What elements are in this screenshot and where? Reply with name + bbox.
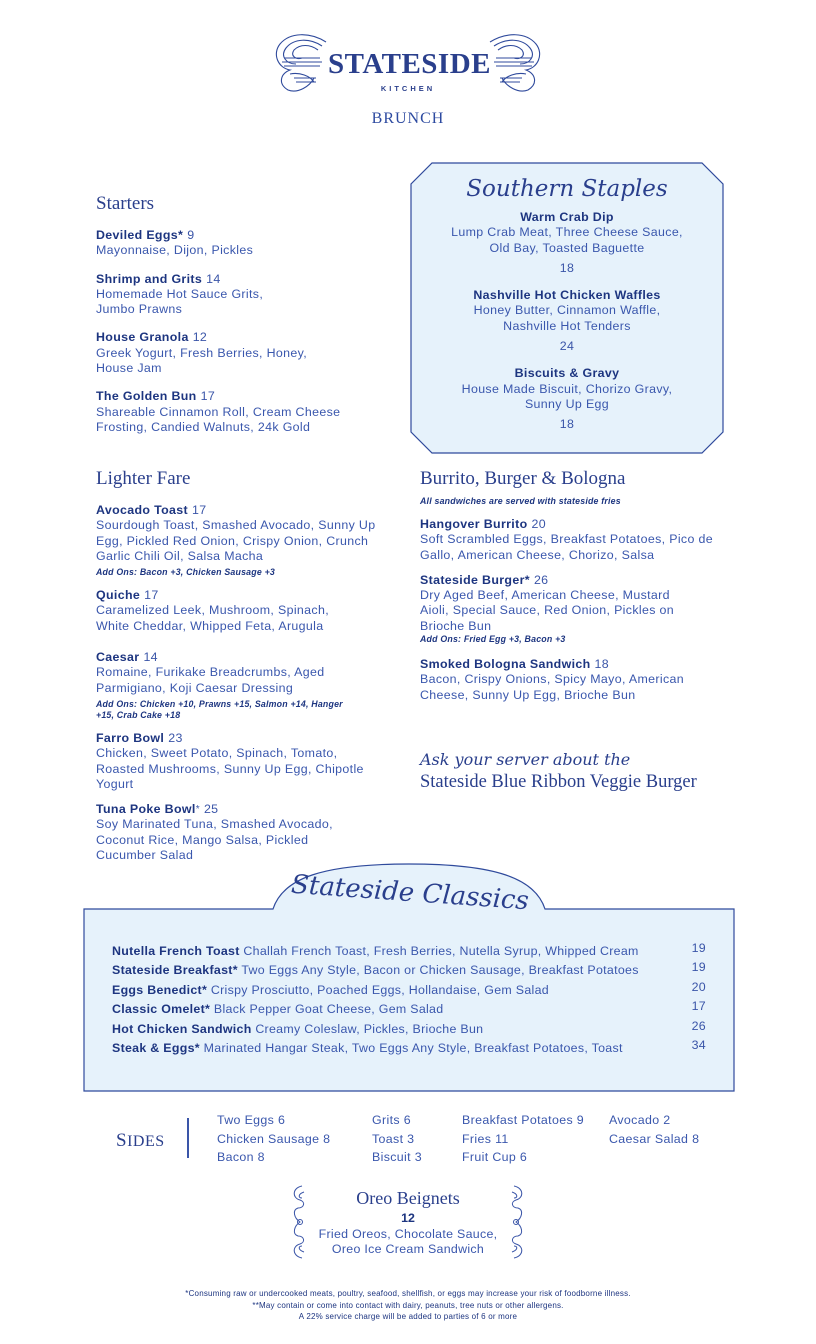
sides-column <box>609 1111 699 1148</box>
menu-item <box>420 517 730 563</box>
sides-divider <box>187 1118 189 1158</box>
item-addons: Add Ons: Chicken +10, Prawns +15, Salmon +14, Hanger +15, Crab Cake +18 <box>96 698 343 720</box>
oreo-title: Oreo Beignets <box>356 1188 460 1208</box>
item-name: Hot Chicken Sandwich <box>112 1021 252 1036</box>
menu-item <box>420 573 730 645</box>
oreo-price: 12 <box>401 1211 415 1225</box>
item-description: Bacon, Crispy Onions, Spicy Mayo, American Cheese, Sunny Up Egg, Brioche Bun <box>420 672 684 702</box>
item-description: Honey Butter, Cinnamon Waffle, Nashville Hot Tenders <box>473 303 661 333</box>
item-price: 26 <box>691 1018 706 1033</box>
starters-section <box>96 193 396 435</box>
menu-item <box>96 588 402 634</box>
item-price: 19 <box>691 960 706 975</box>
item-description: Romaine, Furikake Breadcrumbs, Aged Parmigiano, Koji Caesar Dressing <box>96 665 325 695</box>
classics-section <box>112 941 706 1060</box>
menu-item <box>96 650 402 721</box>
item-price: 17 <box>144 588 159 603</box>
item-name: Biscuits & Gravy <box>514 366 620 381</box>
side-item: Toast 3 <box>372 1131 415 1146</box>
item-description: Lump Crab Meat, Three Cheese Sauce, Old Bay, Toasted Baguette <box>451 225 683 255</box>
oreo-description-line1: Fried Oreos, Chocolate Sauce, <box>318 1227 498 1241</box>
menu-item <box>96 802 402 863</box>
item-price: 18 <box>559 260 575 275</box>
item-price: 14 <box>206 271 221 286</box>
menu-item <box>112 1018 706 1041</box>
item-name: Tuna Poke Bowl <box>96 802 196 817</box>
item-description: Caramelized Leek, Mushroom, Spinach, White Cheddar, Whipped Feta, Arugula <box>96 603 329 633</box>
sides-column <box>462 1111 584 1167</box>
menu-item <box>96 228 396 259</box>
item-price: 34 <box>691 1037 706 1052</box>
item-name-mark: * <box>195 804 200 816</box>
item-price: 17 <box>192 503 207 517</box>
side-item: Biscuit 3 <box>372 1150 422 1164</box>
menu-item <box>96 389 396 435</box>
item-name: Classic Omelet* <box>112 1002 211 1017</box>
item-name: Quiche <box>96 588 141 603</box>
lighter-fare-title: Lighter Fare <box>96 468 191 489</box>
item-price: 18 <box>594 657 610 672</box>
menu-item <box>112 960 706 982</box>
item-name: Steak & Eggs* <box>112 1040 200 1055</box>
item-description: Creamy Coleslaw, Pickles, Brioche Bun <box>255 1021 484 1036</box>
item-description: Greek Yogurt, Fresh Berries, Honey, House Jam <box>96 345 308 376</box>
callout-line2: Stateside Blue Ribbon Veggie Burger <box>420 772 697 792</box>
item-price: 20 <box>531 517 546 531</box>
menu-item <box>410 210 724 276</box>
side-item: Breakfast Potatoes 9 <box>462 1113 585 1127</box>
item-name: Warm Crab Dip <box>520 210 614 224</box>
item-price: 14 <box>143 650 158 665</box>
item-description: Mayonnaise, Dijon, Pickles <box>96 243 254 258</box>
item-name: Smoked Bologna Sandwich <box>420 657 591 672</box>
menu-name: BRUNCH <box>371 110 445 127</box>
menu-item <box>112 979 706 1002</box>
item-description: House Made Biscuit, Chorizo Gravy, Sunny Up Egg <box>461 381 673 411</box>
side-item: Fruit Cup 6 <box>462 1150 528 1164</box>
item-name: Hangover Burrito <box>420 517 528 531</box>
item-description: Chicken, Sweet Potato, Spinach, Tomato, Roasted Mushrooms, Sunny Up Egg, Chipotle Yogurt <box>96 746 364 791</box>
callout-line1: Ask your server about the <box>420 750 631 769</box>
logo-title: STATESIDE <box>328 48 491 80</box>
item-description: Black Pepper Goat Cheese, Gem Salad <box>213 1002 444 1017</box>
logo-subtitle: KITCHEN <box>380 84 436 93</box>
footer-line: **May contain or come into contact with dairy, peanuts, tree nuts or other allergens. <box>252 1300 564 1310</box>
menu-item <box>96 272 396 318</box>
sides-title-initial: S <box>116 1130 128 1151</box>
item-price: 12 <box>192 330 208 345</box>
sides-column <box>372 1111 422 1167</box>
menu-item <box>96 330 396 376</box>
oreo-beignets-section <box>300 1188 516 1257</box>
menu-item <box>112 941 706 963</box>
item-name: Stateside Breakfast* <box>112 963 238 978</box>
side-item: Two Eggs 6 <box>217 1113 286 1127</box>
item-name: Farro Bowl <box>96 730 165 745</box>
item-name: Caesar <box>96 650 140 665</box>
item-price: 23 <box>168 730 183 745</box>
item-description: Sourdough Toast, Smashed Avocado, Sunny Up Egg, Pickled Red Onion, Crispy Onion, Crunch Garlic Chili Oil, Salsa Macha <box>96 518 376 563</box>
side-item: Bacon 8 <box>217 1150 265 1164</box>
sides-title-rest: IDES <box>127 1133 165 1150</box>
item-description: Challah French Toast, Fresh Berries, Nutella Syrup, Whipped Cream <box>243 944 639 958</box>
starters-title: Starters <box>96 193 155 214</box>
item-description: Marinated Hangar Steak, Two Eggs Any Style, Breakfast Potatoes, Toast <box>203 1040 623 1055</box>
item-price: 18 <box>559 417 575 432</box>
item-name: Deviled Eggs* <box>96 228 184 242</box>
item-description: Crispy Prosciutto, Poached Eggs, Hollandaise, Gem Salad <box>210 982 549 997</box>
menu-item <box>96 731 402 792</box>
item-description: Dry Aged Beef, American Cheese, Mustard Aioli, Special Sauce, Red Onion, Pickles on Brioche Bun <box>420 588 675 633</box>
item-description: Shareable Cinnamon Roll, Cream Cheese Frosting, Candied Walnuts, 24k Gold <box>96 404 341 434</box>
section-note: All sandwiches are served with stateside fries <box>420 496 621 506</box>
item-name: The Golden Bun <box>96 389 197 404</box>
item-price: 25 <box>203 802 219 817</box>
stateside-logo <box>270 28 546 100</box>
footer-disclaimer <box>0 1288 816 1323</box>
item-name: Eggs Benedict* <box>112 982 208 997</box>
side-item: Chicken Sausage 8 <box>217 1131 331 1146</box>
item-addons: Add Ons: Bacon +3, Chicken Sausage +3 <box>96 567 275 578</box>
classics-title: Stateside Classics <box>290 869 530 917</box>
southern-staples-title: Southern Staples <box>466 176 668 202</box>
item-price: 26 <box>533 572 549 587</box>
menu-item <box>410 288 724 354</box>
item-price: 20 <box>691 979 706 994</box>
item-price: 24 <box>559 339 575 354</box>
item-addons: Add Ons: Fried Egg +3, Bacon +3 <box>420 634 566 645</box>
sides-column <box>217 1111 330 1167</box>
item-description: Homemade Hot Sauce Grits, Jumbo Prawns <box>96 286 264 317</box>
item-description: Soy Marinated Tuna, Smashed Avocado, Coconut Rice, Mango Salsa, Pickled Cucumber Salad <box>96 817 333 863</box>
side-item: Grits 6 <box>372 1113 411 1127</box>
item-description: Two Eggs Any Style, Bacon or Chicken Sausage, Breakfast Potatoes <box>241 963 639 978</box>
menu-item <box>96 503 402 578</box>
item-description: Soft Scrambled Eggs, Breakfast Potatoes, Pico de Gallo, American Cheese, Chorizo, Salsa <box>420 532 713 562</box>
item-price: 9 <box>187 228 195 242</box>
menu-item <box>112 1037 706 1060</box>
item-name: Nashville Hot Chicken Waffles <box>473 288 661 303</box>
oreo-description-line2: Oreo Ice Cream Sandwich <box>331 1242 485 1256</box>
item-price: 17 <box>200 389 216 404</box>
menu-item <box>420 657 730 703</box>
menu-item <box>410 366 724 432</box>
side-item: Avocado 2 <box>609 1113 671 1127</box>
item-price: 19 <box>691 941 706 955</box>
side-item: Caesar Salad 8 <box>609 1131 700 1146</box>
item-price: 17 <box>691 999 706 1014</box>
veggie-burger-callout <box>420 750 730 793</box>
footer-line: *Consuming raw or undercooked meats, poultry, seafood, shellfish, or eggs may increase your risk of foodborne illness. <box>185 1289 631 1298</box>
item-name: Shrimp and Grits <box>96 271 203 286</box>
side-item: Fries 11 <box>462 1131 509 1146</box>
item-name: Avocado Toast <box>96 503 188 517</box>
item-name: Stateside Burger* <box>420 572 530 587</box>
southern-staples-section <box>410 176 724 445</box>
item-name: Nutella French Toast <box>112 944 240 958</box>
menu-item <box>112 999 706 1021</box>
burrito-burger-bologna-section <box>420 468 730 703</box>
item-name: House Granola <box>96 330 189 345</box>
burrito-title: Burrito, Burger & Bologna <box>420 468 626 489</box>
sides-title <box>116 1130 165 1152</box>
footer-line: A 22% service charge will be added to parties of 6 or more <box>298 1312 518 1321</box>
lighter-fare-section <box>96 468 402 863</box>
